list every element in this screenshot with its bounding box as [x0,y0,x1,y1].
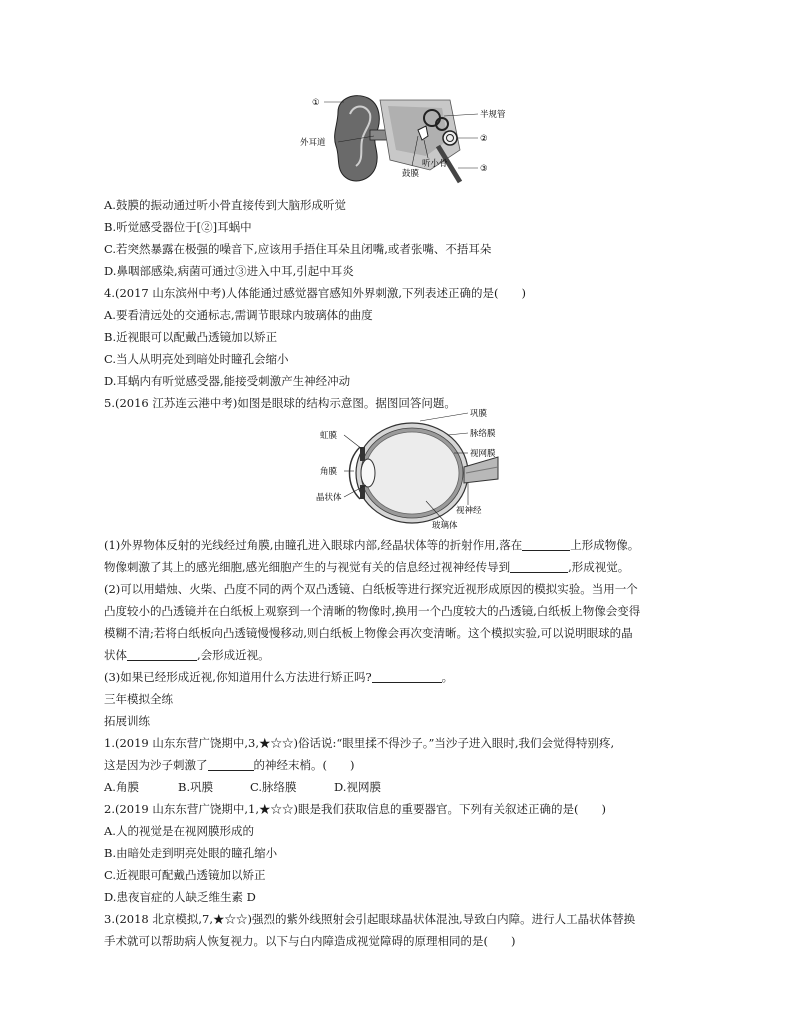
q5-part2-text-e: ,会形成近视。 [197,648,270,662]
e2-option-d: D.患夜盲症的人缺乏维生素 D [104,890,256,904]
e1-options [104,776,381,798]
q3-option-b: B.听觉感受器位于[②]耳蜗中 [104,220,252,234]
e2-option-c: C.近视眼可配戴凸透镜加以矫正 [104,868,266,882]
ear-label-1: ① [312,98,320,108]
q5-part3-text-a: (3)如果已经形成近视,你知道用什么方法进行矫正吗? [104,670,372,684]
q5-part1-text-a: (1)外界物体反射的光线经过角膜,由瞳孔进入眼球内部,经晶状体等的折射作用,落在 [104,538,523,552]
e3-stem-line2: 手术就可以帮助病人恢复视力。以下与白内障造成视觉障碍的原理相同的是( ) [104,934,516,948]
q5-part1-line2 [104,556,629,578]
q5-part2-line2: 凸度较小的凸透镜并在白纸板上观察到一个清晰的物像时,换用一个凸度较大的凸透镜,白纸板上物像会变得 [104,604,641,618]
e1-stem-line2 [104,754,354,776]
e1-stem-text-b: 这是因为沙子刺激了 [104,758,208,772]
q4-option-a: A.要看清远处的交通标志,需调节眼球内玻璃体的曲度 [104,308,373,322]
ear-label-canal: 外耳道 [300,138,326,148]
q5-part2-line3: 模糊不清;若将白纸板向凸透镜慢慢移动,则白纸板上物像会再次变清晰。这个模拟实验,可以说明眼球的晶 [104,626,633,640]
q5-blank-3[interactable] [127,646,197,661]
q5-stem: 5.(2016 江苏连云港中考)如图是眼球的结构示意图。据图回答问题。 [104,396,456,410]
eye-label-optic-nerve: 视神经 [456,506,482,516]
e3-stem-line1: 3.(2018 北京模拟,7,★☆☆)强烈的紫外线照射会引起眼球晶状体混浊,导致白内障。进行人工晶状体替换 [104,912,636,926]
ear-label-eardrum: 鼓膜 [402,169,420,179]
e2-option-a: A.人的视觉是在视网膜形成的 [104,824,254,838]
q5-part2-line1: (2)可以用蜡烛、火柴、凸度不同的两个双凸透镜、白纸板等进行探究近视形成原因的模拟实验。当用一个 [104,582,638,596]
q4-option-d: D.耳蜗内有听觉感受器,能接受刺激产生神经冲动 [104,374,351,388]
eye-label-sclera: 巩膜 [470,409,488,419]
q5-blank-4[interactable] [372,668,442,683]
eye-label-iris: 虹膜 [320,431,338,441]
eye-label-cornea: 角膜 [320,467,338,477]
ear-label-2: ② [480,134,488,144]
q5-blank-2[interactable] [510,558,568,573]
ear-label-ossicles: 听小骨 [422,159,448,169]
q5-part1-line1 [104,534,639,556]
eye-label-choroid: 脉络膜 [470,429,496,439]
subsection-title: 拓展训练 [104,714,150,728]
q5-part3-line [104,666,453,688]
eye-structure-figure [316,405,501,530]
q3-option-c: C.若突然暴露在极强的噪音下,应该用手捂住耳朵且闭嘴,或者张嘴、不捂耳朵 [104,242,492,256]
q4-option-c: C.当人从明亮处到暗处时瞳孔会缩小 [104,352,289,366]
eye-label-retina: 视网膜 [470,449,496,459]
q5-part1-text-d: ,形成视觉。 [568,560,630,574]
ear-label-semicircular: 半规管 [480,110,506,120]
e2-stem: 2.(2019 山东东营广饶期中,1,★☆☆)眼是我们获取信息的重要器官。下列有关叙述正确的是( ) [104,802,606,816]
ear-label-3: ③ [480,164,488,174]
q5-blank-1[interactable] [522,536,570,551]
ear-structure-figure [300,90,506,190]
q5-part1-text-c: 物像刺激了其上的感光细胞,感光细胞产生的与视觉有关的信息经过视神经传导到 [104,560,511,574]
q5-part3-text-b: 。 [441,670,454,684]
q5-part1-text-b: 上形成物像。 [570,538,640,552]
e1-blank[interactable] [208,756,254,771]
eye-label-lens: 晶状体 [316,493,342,503]
e1-stem-line1: 1.(2019 山东东营广饶期中,3,★☆☆)俗话说:“眼里揉不得沙子。”当沙子进入眼时,我们会觉得特别疼, [104,736,615,750]
section-title: 三年模拟全练 [104,692,173,706]
q3-option-d: D.鼻咽部感染,病菌可通过③进入中耳,引起中耳炎 [104,264,354,278]
e1-option-d: D.视网膜 [334,780,381,794]
q4-option-b: B.近视眼可以配戴凸透镜加以矫正 [104,330,278,344]
q5-part2-line4 [104,644,270,666]
lens-shape [361,459,375,487]
e1-option-a: A.角膜 [104,780,139,794]
e1-option-c: C.脉络膜 [250,780,297,794]
e2-option-b: B.由暗处走到明亮处眼的瞳孔缩小 [104,846,278,860]
q4-stem: 4.(2017 山东滨州中考)人体能通过感觉器官感知外界刺激,下列表述正确的是( ) [104,286,526,300]
e1-stem-text-c: 的神经末梢。( ) [253,758,355,772]
e1-option-b: B.巩膜 [178,780,214,794]
eye-label-vitreous: 玻璃体 [432,521,458,531]
q3-option-a: A.鼓膜的振动通过听小骨直接传到大脑形成听觉 [104,198,346,212]
q5-part2-text-d: 状体 [104,648,127,662]
